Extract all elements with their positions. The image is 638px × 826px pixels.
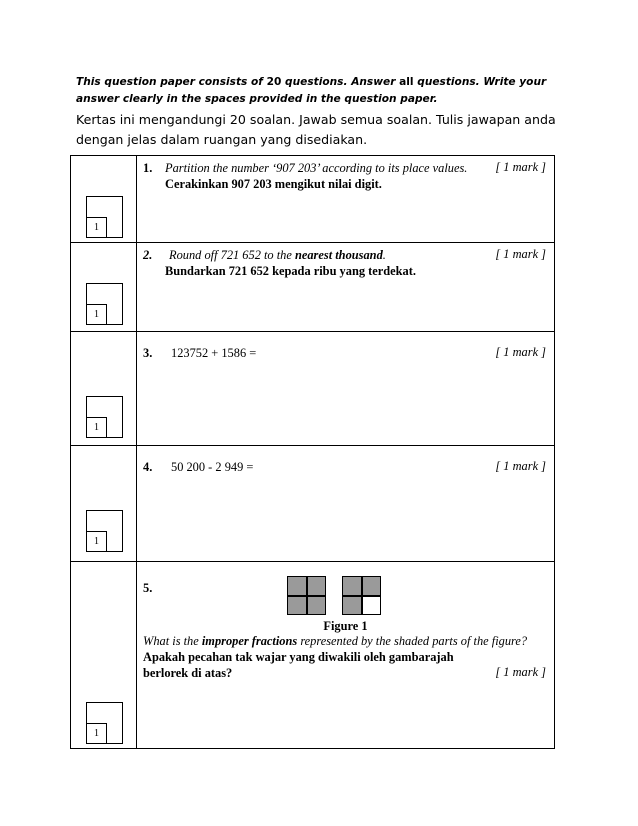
fraction-square-1 bbox=[287, 576, 326, 615]
question-row-4 bbox=[71, 446, 555, 562]
instr-en-part1: This question paper consists of bbox=[76, 76, 267, 88]
question-1-text bbox=[143, 160, 546, 192]
question-row-5 bbox=[71, 562, 555, 749]
fraction-square-2 bbox=[342, 576, 381, 615]
fraction-cell-2-2 bbox=[362, 576, 382, 596]
instr-en-num: 20 bbox=[266, 76, 282, 88]
question-cell-4 bbox=[137, 446, 555, 562]
question-cell-5 bbox=[137, 562, 555, 749]
question-4-expression: 50 200 - 2 949 = bbox=[171, 460, 254, 474]
instr-en-part3: questions. Write your answer clearly in the spaces provided in the question paper. bbox=[76, 76, 547, 105]
question-1-english: Partition the number ‘907 203’ according to its place values. bbox=[165, 161, 468, 175]
question-5-malay: Apakah pecahan tak wajar yang diwakili oleh gambarajah berlorek di atas? bbox=[143, 650, 454, 680]
instructions-english bbox=[76, 74, 576, 108]
question-cell-1 bbox=[137, 156, 555, 243]
fraction-cell-2-3 bbox=[342, 596, 362, 616]
fraction-cell-1-4 bbox=[307, 596, 327, 616]
question-1-number: 1. bbox=[143, 161, 153, 175]
mark-box-score-2: 1 bbox=[87, 304, 107, 324]
mark-box-2 bbox=[86, 283, 123, 325]
question-2-english-pre: Round off 721 652 to the bbox=[169, 248, 295, 262]
fraction-cell-2-4 bbox=[362, 596, 382, 616]
fraction-cell-1-2 bbox=[307, 576, 327, 596]
question-1-malay: Cerakinkan 907 203 mengikut nilai digit. bbox=[165, 177, 382, 191]
mark-box-4 bbox=[86, 510, 123, 552]
instructions-malay: Kertas ini mengandungi 20 soalan. Jawab semua soalan. Tulis jawapan anda dengan jelas dalam ruangan yang disediakan. bbox=[76, 112, 556, 147]
mark-cell-4 bbox=[71, 446, 137, 562]
question-2-english-post: . bbox=[382, 248, 386, 262]
instr-en-part2: questions. Answer bbox=[281, 76, 400, 88]
question-2-text bbox=[143, 247, 546, 279]
mark-box-score-1: 1 bbox=[87, 217, 107, 237]
question-3-text bbox=[143, 345, 546, 361]
mark-box-score-5: 1 bbox=[87, 723, 107, 743]
fraction-cell-2-1 bbox=[342, 576, 362, 596]
question-4-text bbox=[143, 459, 546, 475]
question-row-1 bbox=[71, 156, 555, 243]
mark-cell-1 bbox=[71, 156, 137, 243]
question-5-english-bold: improper fractions bbox=[201, 634, 298, 648]
question-4-number: 4. bbox=[143, 460, 153, 474]
mark-box-3 bbox=[86, 396, 123, 438]
instr-en-all: all bbox=[399, 76, 414, 88]
mark-cell-5 bbox=[71, 562, 137, 749]
question-2-number: 2. bbox=[143, 248, 153, 262]
fraction-cell-1-1 bbox=[287, 576, 307, 596]
question-cell-3 bbox=[137, 332, 555, 446]
mark-box-score-4: 1 bbox=[87, 531, 107, 551]
question-3-mark: [ 1 mark ] bbox=[495, 345, 546, 359]
mark-box-score-3: 1 bbox=[87, 417, 107, 437]
mark-box-1 bbox=[86, 196, 123, 238]
figure-caption: Figure 1 bbox=[323, 619, 368, 633]
question-row-2 bbox=[71, 243, 555, 332]
question-5-number: 5. bbox=[143, 581, 153, 595]
question-row-3 bbox=[71, 332, 555, 446]
question-2-mark: [ 1 mark ] bbox=[495, 247, 546, 261]
question-4-mark: [ 1 mark ] bbox=[495, 459, 546, 473]
fraction-cell-1-3 bbox=[287, 596, 307, 616]
mark-cell-3 bbox=[71, 332, 137, 446]
question-5-mark: [ 1 mark ] bbox=[495, 665, 546, 679]
question-cell-2 bbox=[137, 243, 555, 332]
question-5-english-post: represented by the shaded parts of the figure? bbox=[297, 634, 528, 648]
question-5-english-pre: What is the bbox=[143, 634, 202, 648]
question-3-expression: 123752 + 1586 = bbox=[171, 346, 257, 360]
question-3-number: 3. bbox=[143, 346, 153, 360]
question-2-malay: Bundarkan 721 652 kepada ribu yang terdekat. bbox=[165, 264, 416, 278]
mark-cell-2 bbox=[71, 243, 137, 332]
mark-box-5 bbox=[86, 702, 123, 744]
question-1-mark: [ 1 mark ] bbox=[495, 160, 546, 174]
question-5-text bbox=[143, 633, 546, 681]
question-2-english-bold: nearest thousand bbox=[294, 248, 383, 262]
question-table bbox=[70, 155, 555, 749]
